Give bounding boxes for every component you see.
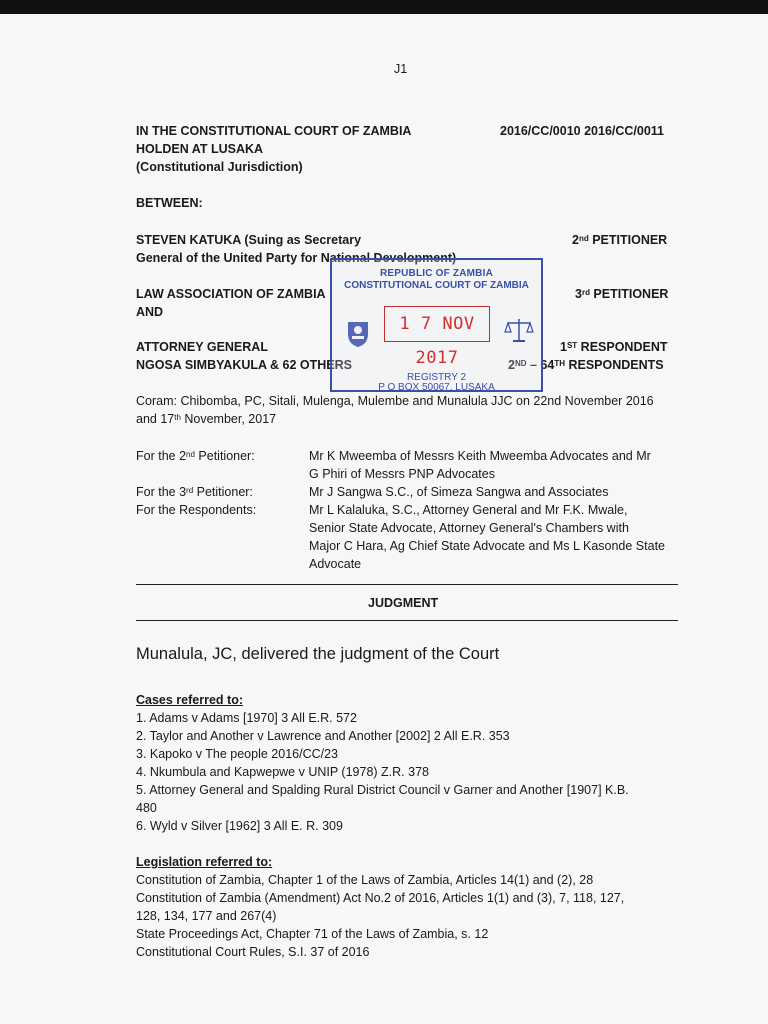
and-label: AND	[136, 305, 164, 319]
stamp-date: 1 7 NOV 2017	[384, 306, 490, 342]
petitioner-2-role: 2nd PETITIONER	[572, 233, 668, 247]
counsel-respondents-line2: Senior State Advocate, Attorney General's Chambers with	[309, 521, 629, 535]
delivered-statement: Munalula, JC, delivered the judgment of the Court	[136, 645, 500, 663]
respondent-1-name: ATTORNEY GENERAL	[136, 340, 268, 354]
respondent-2-role: 2ND – 64TH RESPONDENTS	[508, 358, 664, 372]
case-item: 4. Nkumbula and Kapwepwe v UNIP (1978) Z.R. 378	[136, 765, 429, 779]
respondent-1-role: 1ST RESPONDENT	[560, 340, 668, 354]
judgment-heading: JUDGMENT	[368, 596, 439, 610]
case-item: 6. Wyld v Silver [1962] 3 All E. R. 309	[136, 819, 343, 833]
cases-heading: Cases referred to:	[136, 693, 243, 707]
respondent-2-name: NGOSA SIMBYAKULA & 62 OTHERS	[136, 358, 353, 372]
counsel-label-respondents: For the Respondents:	[136, 503, 257, 517]
case-numbers: 2016/CC/0010 2016/CC/0011	[500, 124, 665, 138]
legislation-item: Constitutional Court Rules, S.I. 37 of 2016	[136, 945, 370, 959]
legislation-item: Constitution of Zambia, Chapter 1 of the Laws of Zambia, Articles 14(1) and (2), 28	[136, 873, 594, 887]
petitioner-2-name-line2: General of the United Party for National Development)	[136, 251, 457, 265]
petitioner-3-role: 3rd PETITIONER	[575, 287, 669, 301]
counsel-respondents-line1: Mr L Kalaluka, S.C., Attorney General and Mr F.K. Mwale,	[309, 503, 628, 517]
court-location: HOLDEN AT LUSAKA	[136, 142, 264, 156]
stamp-pobox: P O BOX 50067, LUSAKA	[378, 382, 495, 393]
counsel-3rd-petitioner-line1: Mr J Sangwa S.C., of Simeza Sangwa and Associates	[309, 485, 609, 499]
legislation-item: Constitution of Zambia (Amendment) Act No.2 of 2016, Articles 1(1) and (3), 7, 118, 127,	[136, 891, 625, 905]
case-item: 1. Adams v Adams [1970] 3 All E.R. 572	[136, 711, 357, 725]
counsel-respondents-line3: Major C Hara, Ag Chief State Advocate and Ms L Kasonde State	[309, 539, 665, 553]
stamp-court: CONSTITUTIONAL COURT OF ZAMBIA	[344, 280, 529, 291]
between-label: BETWEEN:	[136, 196, 203, 210]
coat-of-arms-icon	[344, 318, 372, 348]
rule-top	[136, 584, 678, 585]
coram-line1: Coram: Chibomba, PC, Sitali, Mulenga, Mulembe and Munalula JJC on 22nd November 2016	[136, 394, 654, 408]
scan-top-border	[0, 0, 768, 14]
legislation-item-continued: 128, 134, 177 and 267(4)	[136, 909, 277, 923]
case-item: 3. Kapoko v The people 2016/CC/23	[136, 747, 338, 761]
legislation-heading: Legislation referred to:	[136, 855, 273, 869]
court-name: IN THE CONSTITUTIONAL COURT OF ZAMBIA	[136, 124, 412, 138]
counsel-2nd-petitioner-line1: Mr K Mweemba of Messrs Keith Mweemba Advocates and Mr	[309, 449, 651, 463]
stamp-registry: REGISTRY 2	[406, 372, 467, 383]
counsel-2nd-petitioner-line2: G Phiri of Messrs PNP Advocates	[309, 467, 495, 481]
page-number: J1	[394, 62, 408, 76]
case-item: 2. Taylor and Another v Lawrence and Another [2002] 2 All E.R. 353	[136, 729, 510, 743]
petitioner-2-name-line1: STEVEN KATUKA (Suing as Secretary	[136, 233, 362, 247]
coram-line2: and 17th November, 2017	[136, 412, 277, 426]
case-item-continued: 480	[136, 801, 157, 815]
scales-of-justice-icon	[504, 316, 534, 344]
counsel-label-3rd-petitioner: For the 3rd Petitioner:	[136, 485, 253, 499]
case-item: 5. Attorney General and Spalding Rural District Council v Garner and Another [1907] K.B.	[136, 783, 629, 797]
counsel-respondents-line4: Advocate	[309, 557, 362, 571]
stamp-republic: REPUBLIC OF ZAMBIA	[379, 268, 494, 279]
petitioner-3-name: LAW ASSOCIATION OF ZAMBIA	[136, 287, 326, 301]
rule-bottom	[136, 620, 678, 621]
legislation-item: State Proceedings Act, Chapter 71 of the Laws of Zambia, s. 12	[136, 927, 489, 941]
court-jurisdiction: (Constitutional Jurisdiction)	[136, 160, 303, 174]
court-registry-stamp	[330, 258, 543, 392]
counsel-label-2nd-petitioner: For the 2nd Petitioner:	[136, 449, 255, 463]
